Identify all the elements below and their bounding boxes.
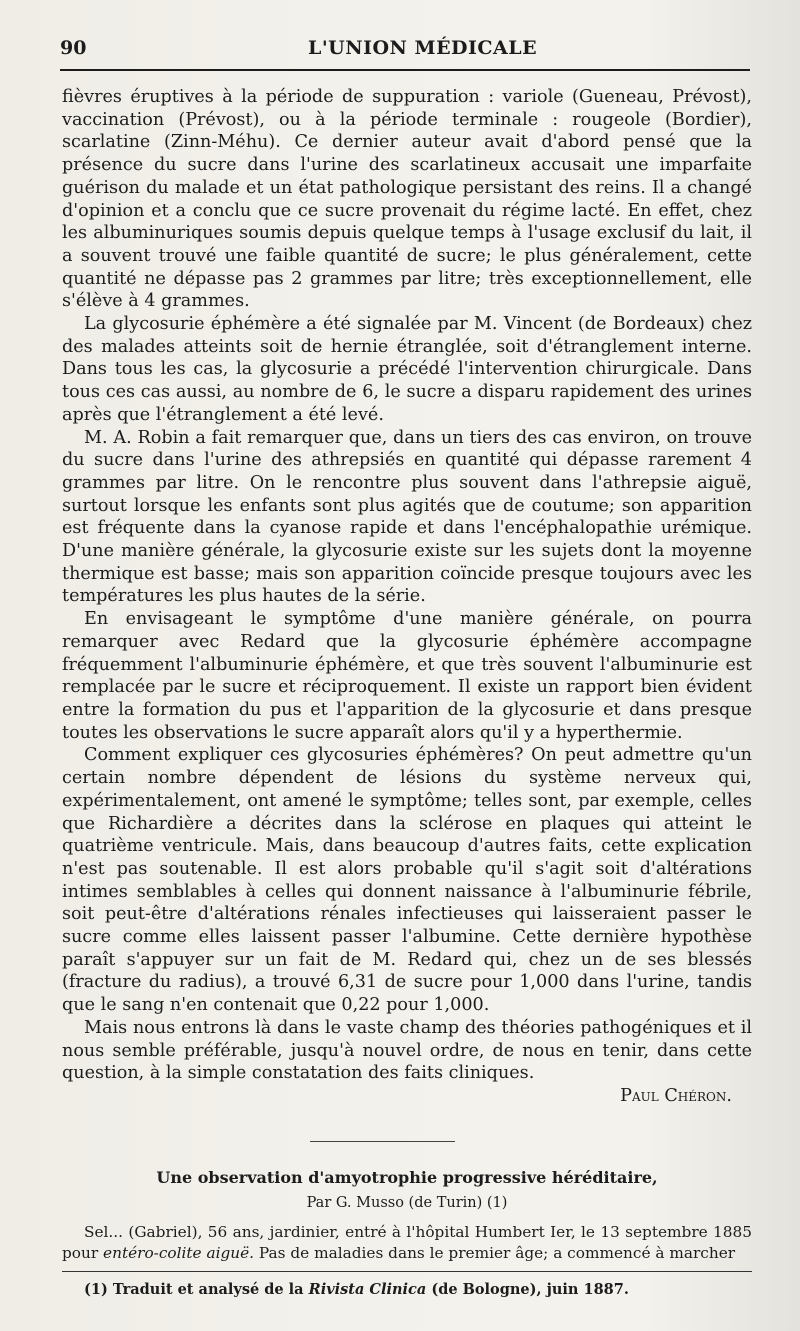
footnote-text-start: Traduit et analysé de la bbox=[112, 1281, 304, 1298]
paragraph: M. A. Robin a fait remarquer que, dans un tiers des cas environ, on trouve du sucre dans l'urine des athrepsiés en quantité qui dépasse rarement 4 grammes par litre. On le rencontre plus souvent dans l'athrepsie aiguë, surtout lorsque les enfants sont plus agités que de coutume; son apparition est fréquente dans la cyanose rapide et dans l'encéphalopathie urémique. D'une manière générale, la glycosurie existe sur les sujets dont la moyenne thermique est basse; mais son apparition coïncide presque toujours avec les températures les plus hautes de la série. bbox=[62, 427, 752, 607]
footnote-rule bbox=[62, 1271, 752, 1272]
article-title: Une observation d'amyotrophie progressive héréditaire, bbox=[156, 1168, 658, 1187]
running-title: L'UNION MÉDICALE bbox=[308, 37, 538, 59]
footnote bbox=[84, 1281, 744, 1298]
article-diagnosis: entéro-colite aiguë. bbox=[103, 1244, 255, 1262]
footnote-journal: Rivista Clinica bbox=[308, 1281, 427, 1298]
section-divider bbox=[310, 1141, 455, 1142]
paragraph: En envisageant le symptôme d'une manière générale, on pourra remarquer avec Redard que la glycosurie éphémère accompagne fréquemment l'albuminurie éphémère, et que très souvent l'albuminurie est remplacée par le sucre et réciproquement. Il existe un rapport bien évident entre la formation du pus et l'apparition de la glycosurie et dans presque toutes les observations le sucre apparaît alors qu'il y a hyperthermie. bbox=[62, 609, 752, 743]
footnote-marker: (1) bbox=[84, 1281, 108, 1298]
paragraph: Mais nous entrons là dans le vaste champ des théories pathogéniques et il nous semble préférable, jusqu'à nouvel ordre, de nous en tenir, dans cette question, à la simple constatation des faits cliniques. bbox=[62, 1017, 752, 1084]
paragraph: Comment expliquer ces glycosuries éphémères? On peut admettre qu'un certain nombre dépendent de lésions du système nerveux qui, expérimentalement, ont amené le symptôme; telles sont, par exemple, celles que Richardière a décrites dans la sclérose en plaques qui atteint le quatrième ventricule. Mais, dans beaucoup d'autres faits, cette explication n'est pas soutenable. Il est alors probable qu'il s'agit soit d'altérations intimes semblables à celles qui donnent naissance à l'albuminurie fébrile, soit peut-être d'altérations rénales infectieuses qui laisseraient passer le sucre comme elles laissent passer l'albumine. Cette dernière hypothèse paraît s'appuyer sur un fait de M. Redard qui, chez un de ses blessés (fracture du radius), a trouvé 6,31 de sucre pour 1,000 dans l'urine, tandis que le sang n'en contenait que 0,22 pour 1,000. bbox=[62, 745, 752, 1016]
article-paragraph bbox=[62, 1222, 752, 1264]
page-number: 90 bbox=[60, 37, 87, 59]
article-text bbox=[62, 1222, 752, 1264]
footnote-text-end: (de Bologne), juin 1887. bbox=[431, 1281, 629, 1298]
page-header bbox=[60, 32, 750, 62]
header-rule bbox=[60, 69, 750, 71]
author-signature bbox=[62, 1085, 752, 1108]
article-byline: Par G. Musso (de Turin) (1) bbox=[306, 1195, 508, 1211]
signature-text: Paul Chéron. bbox=[620, 1085, 732, 1106]
article-text-end: Pas de maladies dans le premier âge; a commencé à marcher bbox=[258, 1244, 736, 1262]
paragraph: fièvres éruptives à la période de suppuration : variole (Gueneau, Prévost), vaccination (Prévost), ou à la période terminale : rougeole (Bordier), scarlatine (Zinn-Méhu). Ce dernier auteur avait d'abord pensé que la présence du sucre dans l'urine des scarlatineux accusait une imparfaite guérison du malade et un état pathologique persistant des reins. Il a changé d'opinion et a conclu que ce sucre provenait du régime lacté. En effet, chez les albuminuriques soumis depuis quelque temps à l'usage exclusif du lait, il a souvent trouvé une faible quantité de sucre; le plus généralement, cette quantité ne dépasse pas 2 grammes par litre; très exceptionnellement, elle s'élève à 4 grammes. bbox=[62, 87, 752, 312]
article-text-start: Sel... (Gabriel), 56 ans, jardinier, entré à l'hôpital Humbert Ier, le 13 septembre 1885 pour bbox=[62, 1223, 752, 1262]
paragraph: La glycosurie éphémère a été signalée par M. Vincent (de Bordeaux) chez des malades atteints soit de hernie étranglée, soit d'étranglement interne. Dans tous les cas, la glycosurie a précédé l'intervention chirurgicale. Dans tous ces cas aussi, au nombre de 6, le sucre a disparu rapidement des urines après que l'étranglement a été levé. bbox=[62, 314, 752, 425]
body-text bbox=[62, 86, 752, 1108]
